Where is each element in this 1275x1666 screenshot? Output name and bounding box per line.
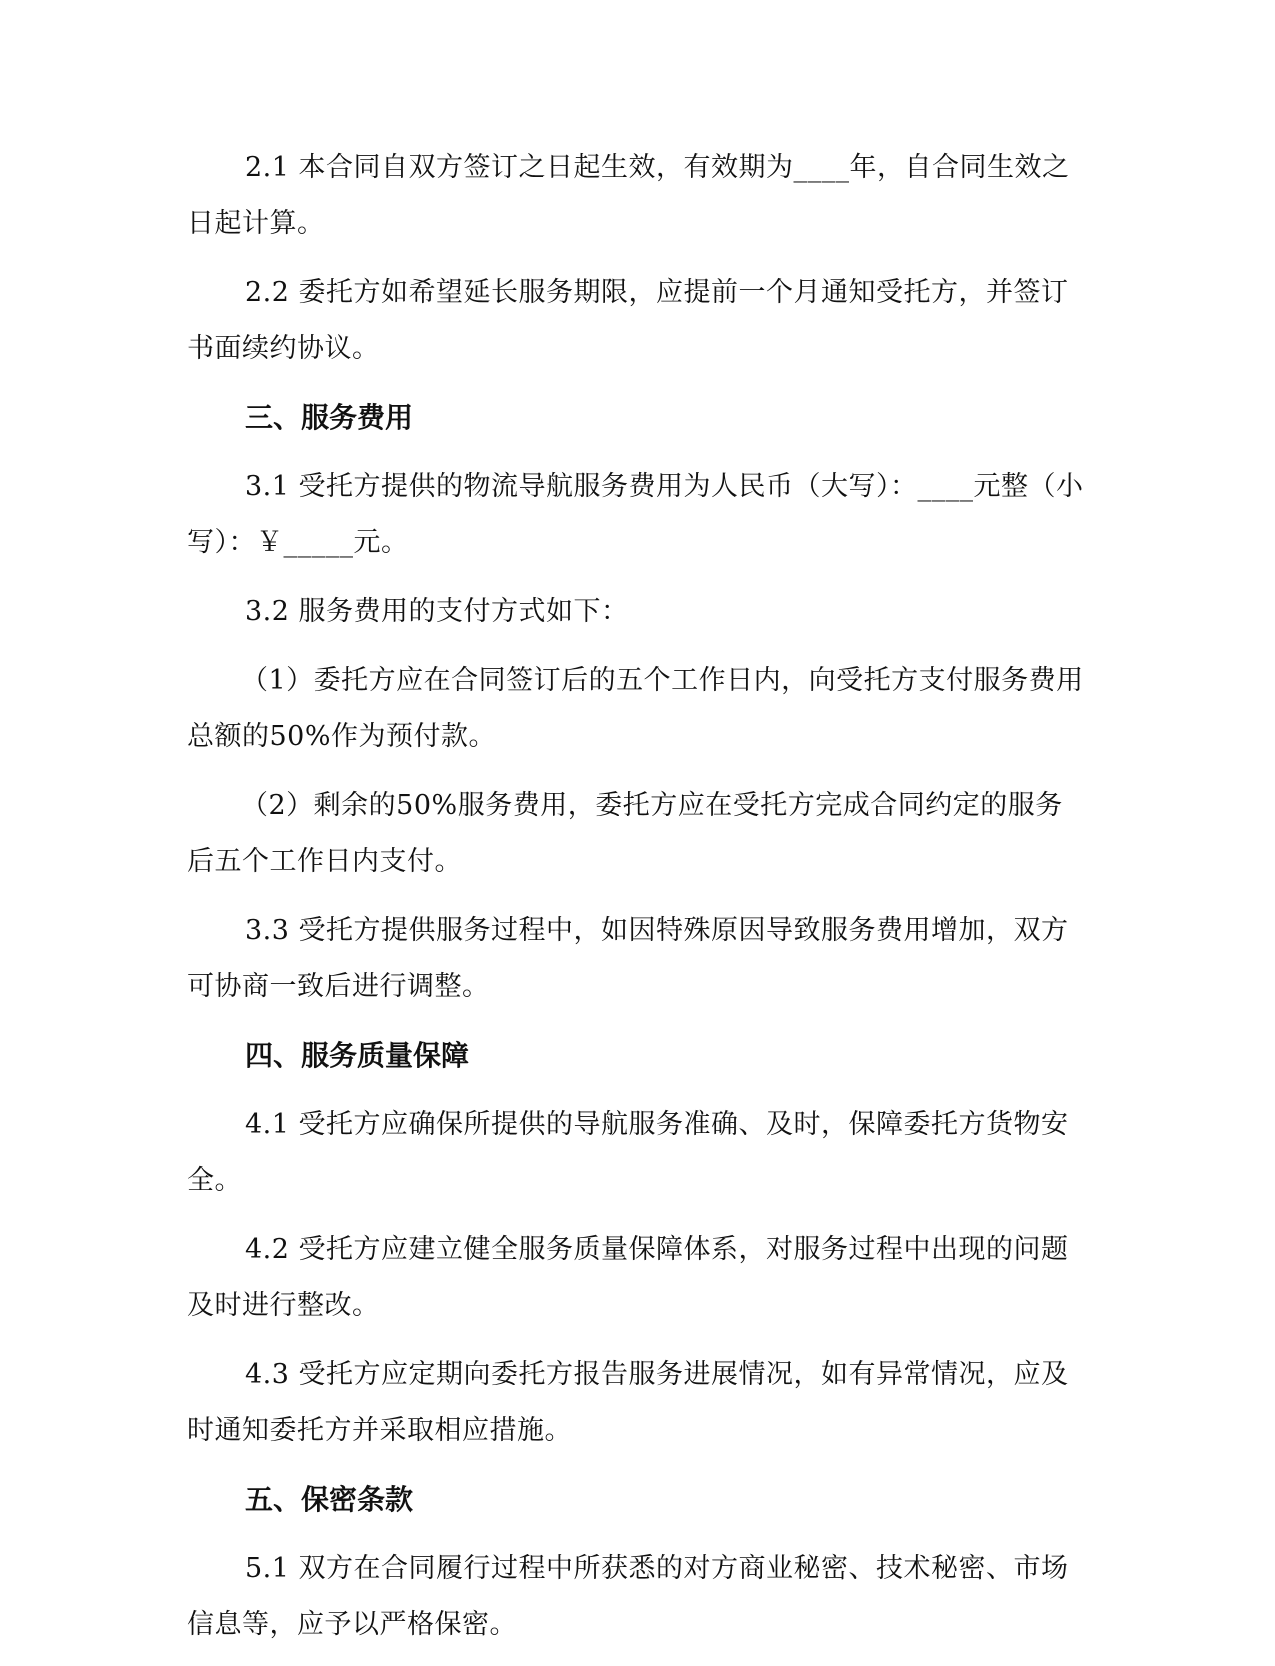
clause-2-2: 2.2 委托方如希望延长服务期限，应提前一个月通知受托方，并签订书面续约协议。 xyxy=(187,277,1069,364)
clause-2-1: 2.1 本合同自双方签订之日起生效，有效期为____年，自合同生效之日起计算。 xyxy=(187,152,1070,239)
clause-5-1: 5.1 双方在合同履行过程中所获悉的对方商业秘密、技术秘密、市场信息等，应予以严格保密。 xyxy=(187,1553,1069,1640)
clause-3-3: 3.3 受托方提供服务过程中，如因特殊原因导致服务费用增加，双方可协商一致后进行调整。 xyxy=(187,915,1069,1002)
clause-4-1: 4.1 受托方应确保所提供的导航服务准确、及时，保障委托方货物安全。 xyxy=(187,1109,1069,1196)
clause-3-2-item-2: （2）剩余的50%服务费用，委托方应在受托方完成合同约定的服务后五个工作日内支付。 xyxy=(187,790,1063,877)
clause-4-3: 4.3 受托方应定期向委托方报告服务进展情况，如有异常情况，应及时通知委托方并采取相应措施。 xyxy=(187,1359,1069,1446)
section-heading-5: 五、保密条款 xyxy=(245,1483,414,1516)
section-heading-3: 三、服务费用 xyxy=(245,401,414,434)
clause-3-1: 3.1 受托方提供的物流导航服务费用为人民币（大写）：____元整（小写）：￥_____元。 xyxy=(187,471,1084,558)
section-heading-4: 四、服务质量保障 xyxy=(245,1039,470,1072)
document-body xyxy=(187,140,1087,1666)
clause-3-2-item-1: （1）委托方应在合同签订后的五个工作日内，向受托方支付服务费用总额的50%作为预付款。 xyxy=(187,665,1084,752)
clause-4-2: 4.2 受托方应建立健全服务质量保障体系，对服务过程中出现的问题及时进行整改。 xyxy=(187,1234,1069,1321)
clause-3-2: 3.2 服务费用的支付方式如下： xyxy=(245,596,629,627)
